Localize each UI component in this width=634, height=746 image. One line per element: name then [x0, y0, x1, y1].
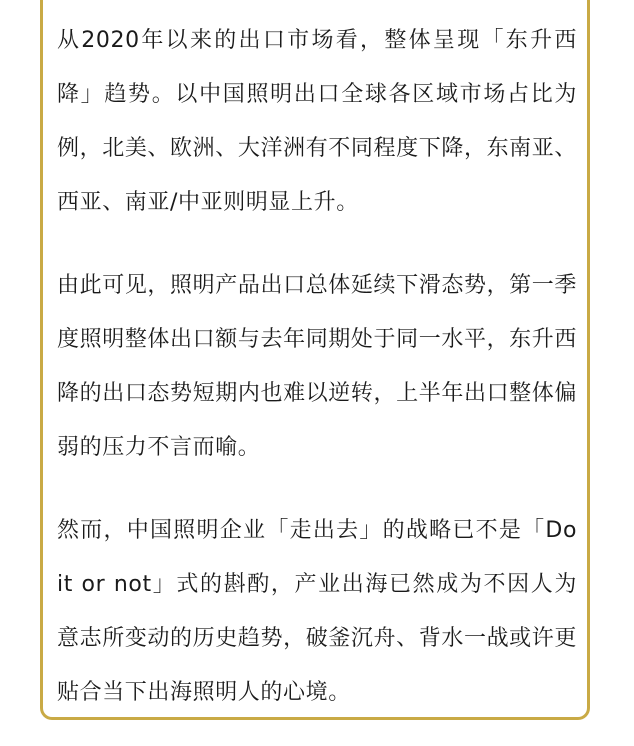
paragraph-export-decline: 由此可见，照明产品出口总体延续下滑态势，第一季度照明整体出口额与去年同期处于同一水平，东升西降的出口态势短期内也难以逆转，上半年出口整体偏弱的压力不言而喻。 [57, 273, 577, 460]
paragraph-going-global: 然而，中国照明企业「走出去」的战略已不是「Do it or not」式的斟酌，产业出海已然成为不因人为意志所变动的历史趋势，破釜沉舟、背水一战或许更贴合当下出海照明人的心境。 [57, 518, 577, 705]
article-body [57, 14, 577, 720]
paragraph-export-trend: 从2020年以来的出口市场看，整体呈现「东升西降」趋势。以中国照明出口全球各区域市场占比为例，北美、欧洲、大洋洲有不同程度下降，东南亚、西亚、南亚/中亚则明显上升。 [57, 28, 577, 215]
article-card [40, 0, 590, 720]
